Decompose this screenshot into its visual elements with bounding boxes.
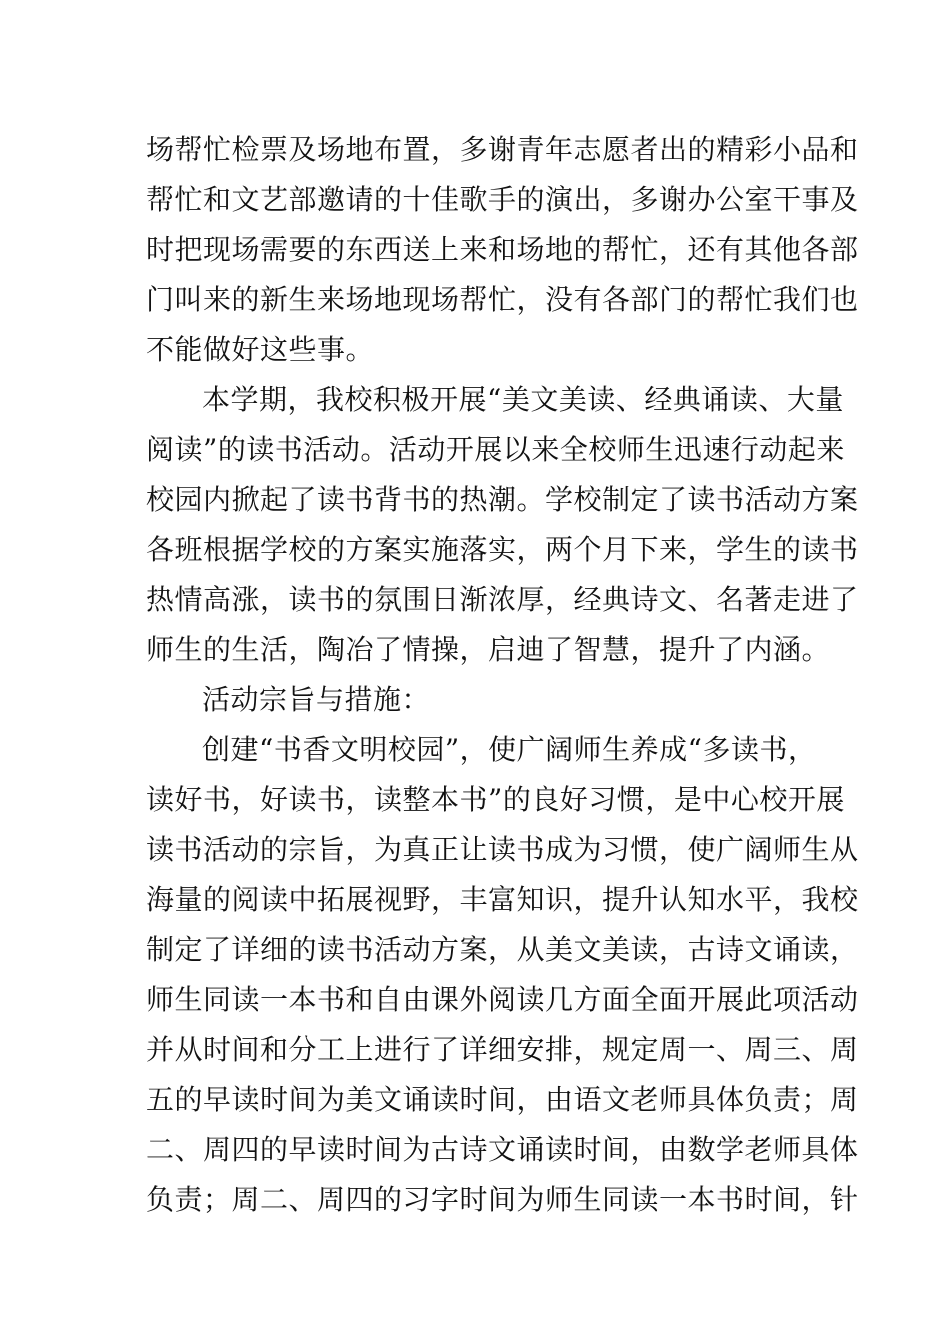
text-line: 场帮忙检票及场地布置，多谢青年志愿者出的精彩小品和 [146, 133, 859, 166]
text-line: 不能做好这些事。 [146, 333, 375, 366]
text-line: 制定了详细的读书活动方案，从美文美读，古诗文诵读， [146, 933, 859, 966]
text-line: 读书活动的宗旨，为真正让读书成为习惯，使广阔师生从 [146, 833, 859, 866]
text-line: 热情高涨，读书的氛围日渐浓厚，经典诗文、名著走进了 [146, 583, 859, 616]
text-line: 校园内掀起了读书背书的热潮。学校制定了读书活动方案 [146, 483, 859, 516]
text-line: 五的早读时间为美文诵读时间，由语文老师具体负责；周 [146, 1083, 859, 1116]
text-line: 师生同读一本书和自由课外阅读几方面全面开展此项活动 [146, 983, 859, 1016]
text-line: 师生的生活，陶冶了情操，启迪了智慧，提升了内涵。 [146, 633, 831, 666]
text-line: 阅读”的读书活动。活动开展以来全校师生迅速行动起来 [146, 433, 845, 466]
section-heading: 活动宗旨与措施： [202, 683, 431, 716]
text-line: 负责；周二、周四的习字时间为师生同读一本书时间，针 [146, 1183, 859, 1216]
paragraph-first-line: 本学期，我校积极开展“美文美读、经典诵读、大量 [202, 383, 844, 416]
text-line: 二、周四的早读时间为古诗文诵读时间，由数学老师具体 [146, 1133, 859, 1166]
text-line: 海量的阅读中拓展视野，丰富知识，提升认知水平，我校 [146, 883, 859, 916]
paragraph-first-line: 创建“书香文明校园”，使广阔师生养成“多读书， [202, 733, 817, 766]
text-line: 读好书，好读书，读整本书”的良好习惯，是中心校开展 [146, 783, 845, 816]
text-line: 时把现场需要的东西送上来和场地的帮忙，还有其他各部 [146, 233, 859, 266]
text-line: 并从时间和分工上进行了详细安排，规定周一、周三、周 [146, 1033, 859, 1066]
text-line: 各班根据学校的方案实施落实，两个月下来，学生的读书 [146, 533, 859, 566]
text-line: 帮忙和文艺部邀请的十佳歌手的演出，多谢办公室干事及 [146, 183, 859, 216]
text-line: 门叫来的新生来场地现场帮忙，没有各部门的帮忙我们也 [146, 283, 859, 316]
